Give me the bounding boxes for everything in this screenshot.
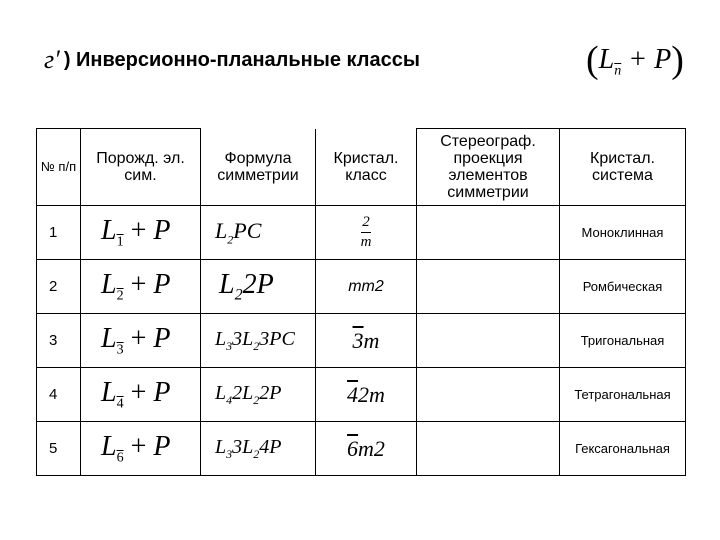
header-formula: Формула симметрии bbox=[201, 129, 316, 206]
generator-cell: $L_2 + P$ bbox=[81, 260, 201, 314]
formula-cell: $L_33L_23PC$ bbox=[201, 314, 316, 368]
title-formula-plus: + P bbox=[628, 44, 672, 75]
system-cell: Тригональная bbox=[560, 314, 686, 368]
projection-cell bbox=[417, 368, 560, 422]
header-system: Кристал. система bbox=[560, 129, 686, 206]
projection-cell bbox=[417, 206, 560, 260]
title-letter-mark: г′ bbox=[44, 45, 60, 74]
header-num: № п/п bbox=[37, 129, 81, 206]
generator-cell: $L_6 + P$ bbox=[81, 422, 201, 476]
system-cell: Ромбическая bbox=[560, 260, 686, 314]
table-header-row bbox=[37, 129, 686, 206]
projection-cell bbox=[417, 260, 560, 314]
generator-cell: $L_1 + P$ bbox=[81, 206, 201, 260]
page-title bbox=[44, 40, 420, 80]
table-row bbox=[37, 368, 686, 422]
generator-cell: $L_4 + P$ bbox=[81, 368, 201, 422]
system-cell: Тетрагональная bbox=[560, 368, 686, 422]
row-number: 5 bbox=[37, 422, 81, 476]
row-number: 4 bbox=[37, 368, 81, 422]
projection-cell bbox=[417, 314, 560, 368]
title-text: ) Инверсионно-планальные классы bbox=[63, 48, 420, 71]
header-generators: Порожд. эл. сим. bbox=[81, 129, 201, 206]
formula-cell: $L_33L_24P$ bbox=[201, 422, 316, 476]
table-row bbox=[37, 206, 686, 260]
formula-cell: $L_2PC$ bbox=[201, 206, 316, 260]
header-class: Кристал. класс bbox=[316, 129, 417, 206]
projection-cell bbox=[417, 422, 560, 476]
formula-cell: $L_42L_22P$ bbox=[201, 368, 316, 422]
symmetry-table bbox=[36, 128, 686, 476]
row-number: 2 bbox=[37, 260, 81, 314]
title-formula: $(L_{\overline{n}} + P)$ bbox=[586, 39, 684, 81]
class-cell: 6m2 bbox=[316, 422, 417, 476]
table-row bbox=[37, 260, 686, 314]
table-row bbox=[37, 314, 686, 368]
class-cell: $\frac{2}{m}$ bbox=[316, 206, 417, 260]
formula-cell: $L_22P$ bbox=[201, 260, 316, 314]
generator-cell: $L_3 + P$ bbox=[81, 314, 201, 368]
title-formula-subscript: n bbox=[614, 63, 622, 79]
row-number: 3 bbox=[37, 314, 81, 368]
system-cell: Гексагональная bbox=[560, 422, 686, 476]
row-number: 1 bbox=[37, 206, 81, 260]
class-cell: mm2 bbox=[316, 260, 417, 314]
class-cell: 42m bbox=[316, 368, 417, 422]
class-cell: 3m bbox=[316, 314, 417, 368]
header-projection: Стереограф. проекция элементов симметрии bbox=[417, 129, 560, 206]
system-cell: Моноклинная bbox=[560, 206, 686, 260]
table-row bbox=[37, 422, 686, 476]
